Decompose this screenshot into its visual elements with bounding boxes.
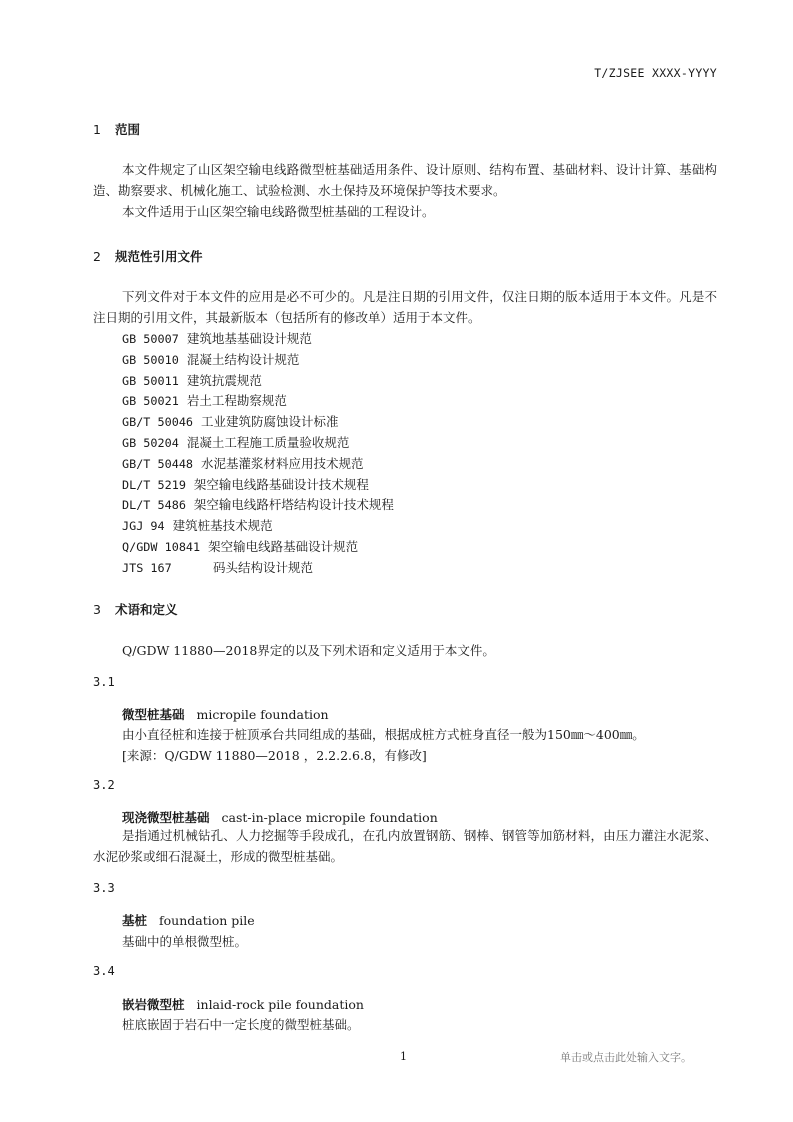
section-number: 1 [93,122,101,137]
term-definition: 桩底嵌固于岩石中一定长度的微型桩基础。 [122,1017,360,1032]
reference-item [122,558,394,579]
term-chinese: 基桩 [122,913,148,928]
reference-code: GB 50204 [122,435,179,450]
section-2-heading [93,247,203,265]
terms-intro: Q/GDW 11880—2018界定的以及下列术语和定义适用于本文件。 [122,643,495,658]
reference-item [122,371,394,392]
reference-code: DL/T 5486 [122,498,186,513]
reference-title: 混凝土结构设计规范 [186,351,300,367]
normative-references-paragraph: 下列文件对于本文件的应用是必不可少的。凡是注日期的引用文件，仅注日期的版本适用于本文件。凡是不注日期的引用文件，其最新版本（包括所有的修改单）适用于本文件。 [93,289,717,325]
scope-paragraph-1: 本文件规定了山区架空输电线路微型桩基础适用条件、设计原则、结构布置、基础材料、设计计算、基础构造、勘察要求、机械化施工、试验检测、水土保持及环境保护等技术要求。 [93,162,717,198]
reference-title: 工业建筑防腐蚀设计标准 [201,414,339,430]
page-number: 1 [400,1050,407,1063]
document-code-header: T/ZJSEE XXXX-YYYY [594,66,717,80]
reference-code: GB/T 50448 [122,456,194,471]
reference-title: 架空输电线路基础设计技术规程 [193,476,369,492]
term-english: micropile foundation [196,707,329,722]
reference-code: GB/T 50046 [122,415,194,430]
term-english: cast-in-place micropile foundation [221,810,438,825]
reference-title: 岩土工程勘察规范 [186,393,287,409]
reference-item [122,433,394,454]
clause-number: 3.3 [93,881,115,895]
term-english: inlaid-rock pile foundation [196,997,364,1012]
reference-item [122,475,394,496]
term-heading [122,705,329,723]
reference-title: 架空输电线路基础设计规范 [208,538,359,554]
scope-paragraph-2: 本文件适用于山区架空输电线路微型桩基础的工程设计。 [122,204,435,219]
section-number: 3 [93,602,101,617]
term-definition: 是指通过机械钻孔、人力挖掘等手段成孔，在孔内放置钢筋、钢棒、钢管等加筋材料，由压力灌注水泥浆、水泥砂浆或细石混凝土，形成的微型桩基础。 [93,828,717,864]
reference-item [122,516,394,537]
section-3-heading [93,600,178,618]
reference-item [122,329,394,350]
reference-title: 混凝土工程施工质量验收规范 [186,434,350,450]
reference-item [122,350,394,371]
reference-title: 建筑抗震规范 [186,372,262,388]
reference-item [122,495,394,516]
term-heading [122,808,438,826]
reference-code: GB 50021 [122,394,179,409]
footer-placeholder-field[interactable]: 单击或点击此处输入文字。 [560,1051,692,1064]
reference-code: JGJ 94 [122,519,165,534]
term-heading [122,911,255,929]
term-english: foundation pile [159,913,255,928]
reference-code: GB 50011 [122,373,179,388]
reference-title: 建筑地基基础设计规范 [186,331,312,346]
reference-list [122,329,394,579]
reference-item [122,537,394,558]
clause-number: 3.2 [93,778,115,792]
reference-code: JTS 167 [122,560,172,575]
reference-title: 水泥基灌浆材料应用技术规范 [201,455,364,471]
term-chinese: 嵌岩微型桩 [122,997,185,1012]
clause-number: 3.4 [93,964,115,978]
reference-item [122,391,394,412]
clause-number: 3.1 [93,675,115,689]
term-definition: 基础中的单根微型桩。 [122,934,248,949]
term-heading [122,995,364,1013]
reference-code: DL/T 5219 [122,477,186,492]
term-chinese: 现浇微型桩基础 [122,810,210,825]
reference-item [122,412,394,433]
section-title: 规范性引用文件 [115,249,203,264]
term-definition: 由小直径桩和连接于桩顶承台共同组成的基础，根据成桩方式桩身直径一般为150㎜～400㎜。 [122,727,645,742]
reference-code: GB 50007 [122,332,179,346]
section-1-heading [93,120,140,138]
section-title: 术语和定义 [115,602,178,617]
section-title: 范围 [115,122,141,137]
term-source: [来源：Q/GDW 11880—2018 ，2.2.2.6.8，有修改] [122,748,427,763]
reference-title: 码头结构设计规范 [213,559,314,575]
term-chinese: 微型桩基础 [122,707,185,722]
reference-code: GB 50010 [122,352,179,367]
reference-code: Q/GDW 10841 [122,539,201,554]
reference-item [122,454,394,475]
reference-title: 架空输电线路杆塔结构设计技术规程 [193,497,394,513]
section-number: 2 [93,249,101,264]
reference-title: 建筑桩基技术规范 [172,518,273,534]
